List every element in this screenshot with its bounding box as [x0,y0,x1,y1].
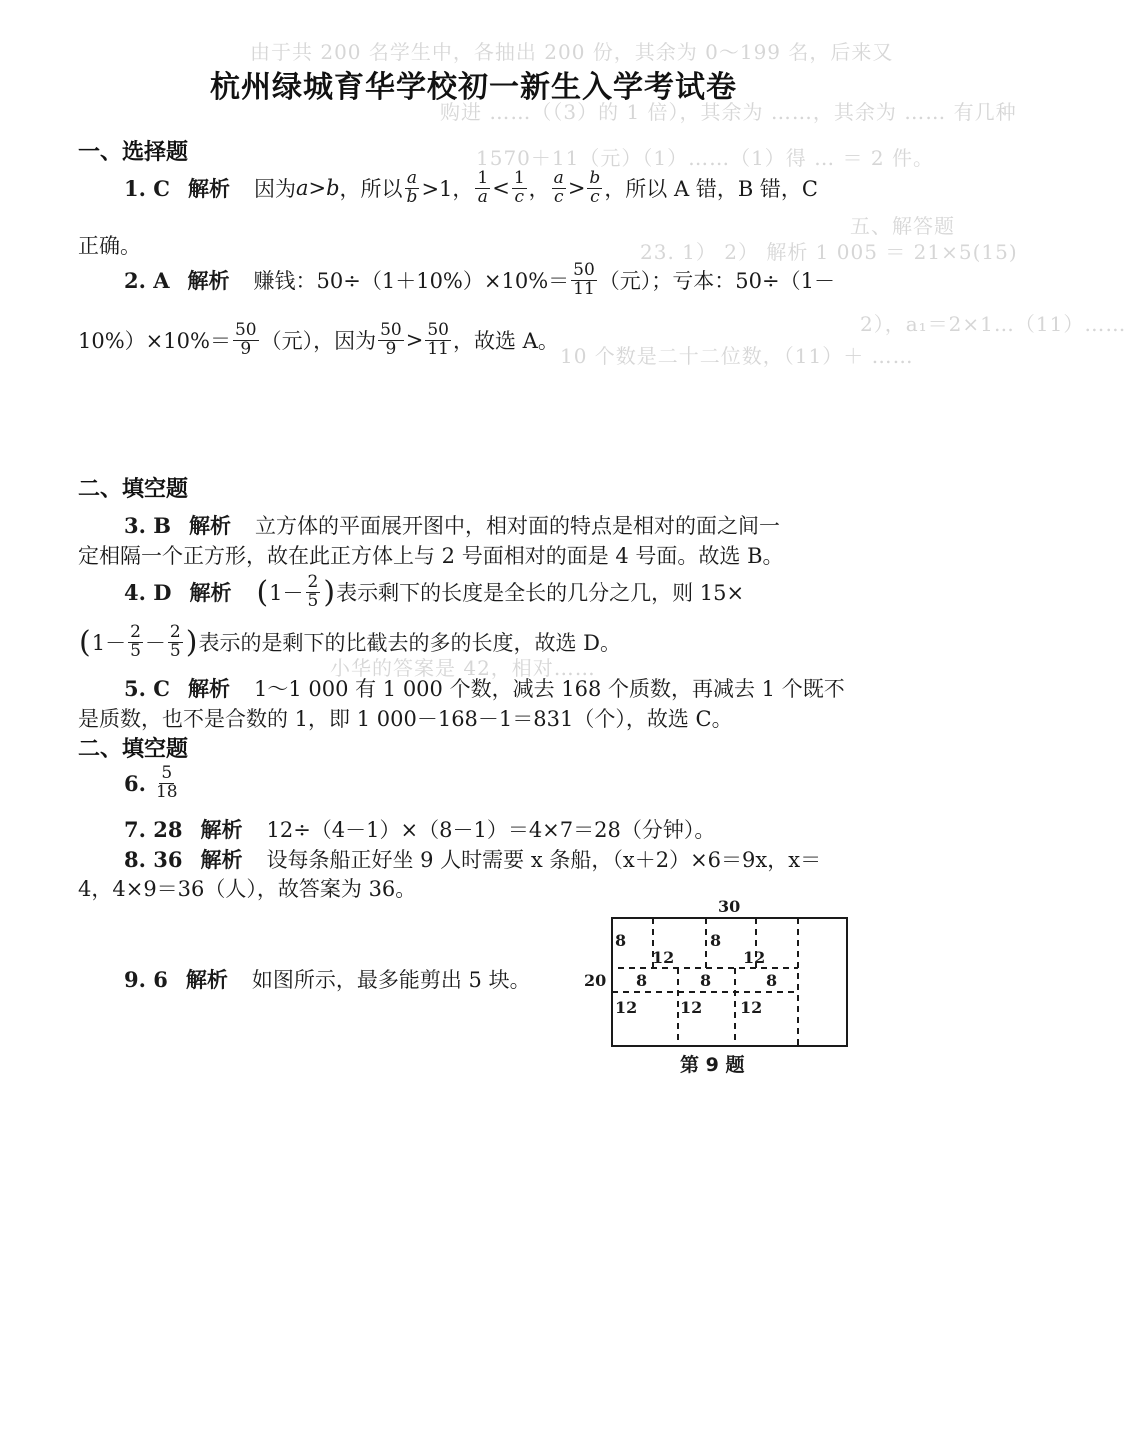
question-6 [124,765,182,802]
fraction-2-over-5: $\frac{2}{5}$ [130,622,141,661]
question-number: 2. A [124,267,170,293]
label-12-a: 12 [652,948,675,967]
fraction-a-over-b: $\frac{a}{b}$ [406,168,418,207]
fraction-50-over-9: $\frac{50}{9}$ [380,320,402,359]
question-number: 7. 28 [124,816,183,842]
analysis-label: 解析 [200,818,243,842]
label-12-e: 12 [740,998,763,1017]
label-8-d: 8 [700,971,712,990]
analysis-label: 解析 [200,848,243,872]
fraction-1-over-c: $\frac{1}{c}$ [513,168,525,207]
section-heading-fill-blank-2: 二、填空题 [78,737,189,762]
question-1-line-1: 1. C 解析 因为 a > b ，所以 $\frac{a}{b}$ >1， $\frac{1}{a}$ < $\frac{1}{c}$ ， $\frac{a}{c}$ > $\frac{b}{c}$ ，所以 A 错，B 错，C [124,168,819,207]
question-5-line-1: 5. C 解析 1～1 000 有 1 000 个数，减去 168 个质数，再减去 1 个既不 [124,673,845,703]
label-8-b: 8 [710,931,722,950]
label-height: 20 [584,971,607,990]
question-2-line-2: 10%）×10%＝ $\frac{50}{9}$ （元），因为 $\frac{50}{9}$ > $\frac{50}{11}$ ，故选 A。 [78,320,559,359]
fraction-50-over-11: $\frac{50}{11}$ [427,320,449,359]
fraction-b-over-c: $\frac{b}{c}$ [589,168,601,207]
question-8-line-2: 4，4×9＝36（人），故答案为 36。 [78,877,417,901]
label-12-b: 12 [743,948,766,967]
figure-outer-rect [612,918,847,1046]
label-width: 30 [718,897,741,916]
question-4-line-1: 4. D 解析 ( 1－ $\frac{2}{5}$ ) 表示剩下的长度是全长的几分之几，则 15× [124,572,745,611]
analysis-label: 解析 [188,514,231,538]
question-number: 3. B [124,512,171,538]
bleed-text-5: 23. 1） 2） 解析 1 005 ＝ 21×5(15) [640,240,1018,264]
bleed-text-4: 五、解答题 [850,214,955,238]
fraction-2-over-5: $\frac{2}{5}$ [169,622,181,661]
question-2-line-1: 2. A 解析 赚钱：50÷（1＋10%）×10%＝ $\frac{50}{11}$ （元）；亏本：50÷（1－ [124,260,835,299]
question-7: 7. 28 解析 12÷（4－1）×（8－1）＝4×7＝28（分钟）。 [124,814,715,844]
label-8-e: 8 [766,971,778,990]
fraction-50-over-9: $\frac{50}{9}$ [234,320,257,359]
fraction-1-over-a: $\frac{1}{a}$ [477,168,489,207]
question-number: 9. 6 [124,966,168,992]
label-12-c: 12 [615,998,638,1017]
question-number: 4. D [124,579,172,605]
analysis-label: 解析 [187,177,230,202]
question-number: 1. C [124,175,170,201]
analysis-label: 解析 [187,677,230,701]
bleed-text-3: 1570＋11（元）（1）……（1）得 … ＝ 2 件。 [476,146,934,170]
page-title: 杭州绿城育华学校初一新生入学考试卷 [210,70,737,105]
fraction-2-over-5: $\frac{2}{5}$ [307,572,319,611]
label-8-a: 8 [615,931,627,950]
bleed-text-8: 小华的答案是 42，相对…… [330,656,596,680]
bleed-text-7: 10 个数是二十二位数，（11）＋ …… [560,344,914,368]
figure-caption: 第 9 题 [680,1054,745,1076]
question-4-line-2: ( 1－ $\frac{2}{5}$ － $\frac{2}{5}$ ) 表示的是剩下的比截去的多的长度，故选 D。 [79,622,621,661]
section-heading-fill-blank: 二、填空题 [78,477,189,502]
question-1-line-2: 正确。 [78,234,141,258]
question-5-line-2: 是质数，也不是合数的 1，即 1 000－168－1＝831（个），故选 C。 [78,707,733,731]
question-number: 6. [124,770,146,796]
label-8-c: 8 [636,971,648,990]
question-number: 8. 36 [124,846,183,872]
bleed-text-2: 购进 ……（（3）的 1 倍），其余为 ……，其余为 …… 有几种 [440,100,1017,124]
question-3-line-1: 3. B 解析 立方体的平面展开图中，相对面的特点是相对的面之间一 [124,510,780,540]
question-9: 9. 6 解析 如图所示，最多能剪出 5 块。 [124,964,531,994]
section-heading-choice: 一、选择题 [78,140,189,165]
question-number: 5. C [124,675,170,701]
fraction-5-over-18: $\frac{5}{18}$ [155,763,178,802]
question-3-line-2: 定相隔一个正方形，故在此正方体上与 2 号面相对的面是 4 号面。故选 B。 [78,544,784,568]
bleed-text-6: 2），a₁＝2×1…（11）…… [860,312,1126,336]
fraction-a-over-c: $\frac{a}{c}$ [553,168,564,207]
fraction-50-over-11: $\frac{50}{11}$ [573,260,595,299]
question-8-line-1: 8. 36 解析 设每条船正好坐 9 人时需要 x 条船，（x＋2）×6＝9x，x＝ [124,844,821,874]
analysis-label: 解析 [189,581,232,606]
bleed-text-1: 由于共 200 名学生中，各抽出 200 份，其余为 0～199 名，后来又 [250,40,894,64]
analysis-label: 解析 [185,968,228,992]
label-12-d: 12 [680,998,703,1017]
analysis-label: 解析 [187,269,230,294]
